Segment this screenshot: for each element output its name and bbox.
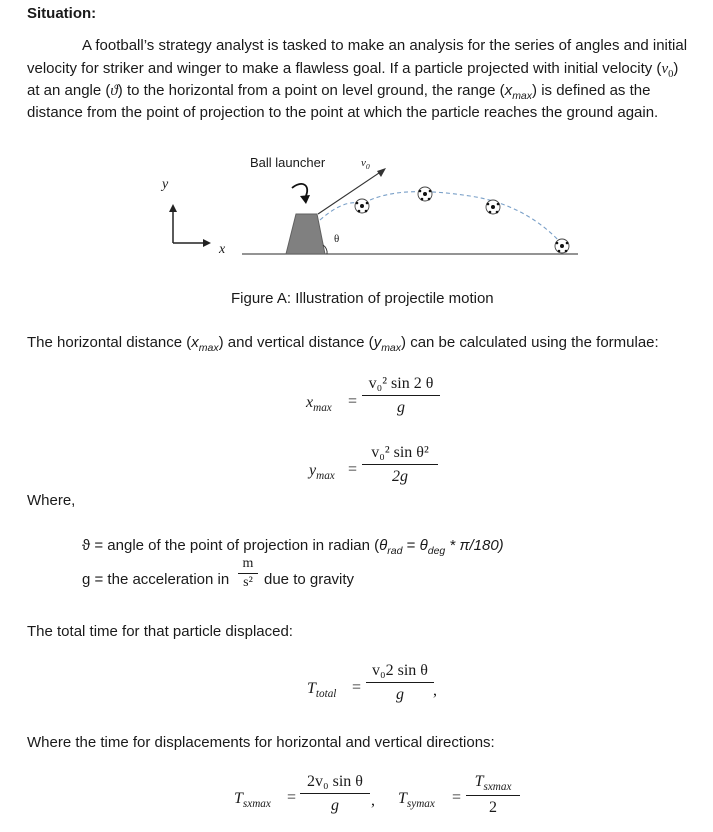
velocity-vector-line	[318, 171, 382, 214]
figure-v0-symbol: v	[361, 157, 366, 169]
xmax-numerator: v₀² sin 2 θ	[362, 375, 440, 396]
theta-equals: =	[402, 537, 420, 554]
ymax-numerator: v₀² sin θ²	[362, 444, 438, 465]
intro-x-subscript: max	[198, 342, 219, 354]
tsy-numerator	[466, 773, 520, 796]
paragraph-line-3	[27, 82, 650, 102]
ttotal-denominator: g	[396, 686, 404, 703]
tsy-denominator: 2	[489, 799, 497, 817]
tsx-denominator: g	[331, 797, 339, 814]
ball-launcher-shape	[286, 214, 325, 254]
theta-deg-subscript: deg	[427, 545, 446, 557]
tsx-lhs-symbol: T	[234, 790, 243, 807]
g-unit-fraction	[238, 556, 258, 591]
g-definition-text-a: g = the acceleration in	[82, 571, 230, 588]
paragraph-line-2-text: velocity for striker and winger to make a flawless goal. If a particle projected with initial velocity (	[27, 60, 662, 77]
xmax-lhs-subscript: max	[313, 402, 332, 415]
v0-subscript: 0	[668, 69, 674, 80]
paragraph-line-3-text-b: ) to the horizontal from a point on level ground, the range (	[117, 82, 505, 99]
xmax-lhs	[306, 394, 332, 414]
total-time-label: The total time for that particle displaced:	[27, 623, 293, 640]
tsy-lhs	[398, 790, 435, 810]
paragraph-line-1: A football’s strategy analyst is tasked to make an analysis for the series of angles and initial	[82, 37, 688, 54]
xmax-subscript: max	[512, 90, 533, 102]
figure-angle-label: θ	[334, 233, 340, 245]
tsy-lhs-symbol: T	[398, 790, 407, 807]
tsx-lhs	[234, 790, 271, 810]
theta-definition-text: ϑ = angle of the point of projection in radian (	[82, 537, 380, 554]
figure-y-axis-label: y	[162, 177, 169, 192]
ttotal-lhs	[307, 680, 336, 700]
figure-x-axis-label: x	[219, 242, 226, 257]
football-icon-4	[555, 239, 569, 253]
intro-y-symbol: y	[373, 334, 382, 351]
ymax-lhs-subscript: max	[316, 470, 335, 483]
xmax-fraction	[362, 375, 440, 417]
y-axis-arrowhead	[169, 204, 177, 212]
ymax-equals: =	[348, 461, 358, 478]
figure-caption: Figure A: Illustration of projectile motion	[231, 290, 494, 307]
theta-deg-symbol: θ	[419, 537, 428, 554]
ymax-lhs	[309, 462, 335, 482]
football-icon-2	[418, 187, 432, 201]
tsy-lhs-subscript: symax	[406, 798, 435, 811]
tsx-equals: =	[287, 789, 297, 806]
paragraph-line-3-text-c: ) is defined as the	[532, 82, 651, 99]
theta-conversion: * π/180)	[445, 537, 504, 554]
ymax-fraction	[362, 444, 438, 486]
paragraph-line-2	[27, 60, 678, 80]
v0-symbol: v	[661, 61, 669, 77]
g-unit-denominator: s²	[243, 575, 253, 590]
g-definition-text-b: due to gravity	[264, 571, 355, 588]
paragraph-line-2-close: )	[673, 60, 679, 77]
football-icon-1	[355, 199, 369, 213]
intro-text-a: The horizontal distance (	[27, 334, 192, 351]
launcher-label: Ball launcher	[250, 155, 326, 170]
directions-label: Where the time for displacements for horizontal and vertical directions:	[27, 734, 495, 751]
ttotal-lhs-symbol: T	[307, 680, 316, 697]
ttotal-comma: ,	[433, 682, 437, 699]
ttotal-numerator: v₀2 sin θ	[366, 662, 434, 683]
where-label: Where,	[27, 492, 76, 509]
tsy-numerator-symbol: T	[474, 773, 484, 790]
xmax-lhs-symbol: x	[306, 394, 314, 411]
intro-text-b: ) and vertical distance (	[218, 334, 374, 351]
x-axis-arrowhead	[203, 239, 211, 247]
paragraph-line-3-text-a: at an angle (	[27, 82, 111, 99]
figure-v0-label	[361, 157, 370, 171]
theta-rad-symbol: θ	[379, 537, 388, 554]
situation-heading: Situation:	[27, 5, 97, 22]
intro-x-symbol: x	[191, 334, 199, 351]
tsx-lhs-subscript: sxmax	[242, 798, 271, 811]
xmax-equals: =	[348, 393, 358, 410]
ttotal-equals: =	[352, 679, 362, 696]
velocity-vector-arrowhead	[377, 168, 386, 177]
paragraph-line-4: distance from the point of projection to the point at which the particle reaches the ground again.	[27, 104, 659, 121]
theta-definition	[82, 537, 504, 557]
trajectory-path	[320, 192, 562, 244]
intro-text-c: ) can be calculated using the formulae:	[401, 334, 659, 351]
tsx-numerator: 2v₀ sin θ	[300, 773, 370, 794]
xmax-symbol: x	[504, 82, 513, 99]
ymax-lhs-symbol: y	[309, 462, 317, 479]
intro-line	[27, 334, 659, 354]
projectile-figure	[0, 150, 713, 280]
intro-y-subscript: max	[381, 342, 402, 354]
tsy-equals: =	[452, 789, 462, 806]
theta-symbol: ϑ	[110, 83, 118, 99]
theta-rad-subscript: rad	[387, 545, 403, 557]
ttotal-fraction	[366, 662, 434, 704]
tsy-numerator-subscript: sxmax	[483, 781, 512, 794]
football-icon-3	[486, 200, 500, 214]
tsy-fraction	[466, 773, 520, 817]
xmax-denominator: g	[397, 399, 405, 416]
tsx-fraction	[300, 773, 370, 815]
curved-arrow-head	[300, 195, 310, 204]
ymax-denominator: 2g	[392, 468, 408, 485]
g-unit-numerator: m	[238, 556, 258, 574]
ttotal-lhs-subscript: total	[315, 688, 337, 701]
projectile-illustration	[0, 150, 713, 280]
tsx-comma: ,	[371, 792, 375, 809]
figure-v0-subscript: 0	[365, 162, 370, 172]
